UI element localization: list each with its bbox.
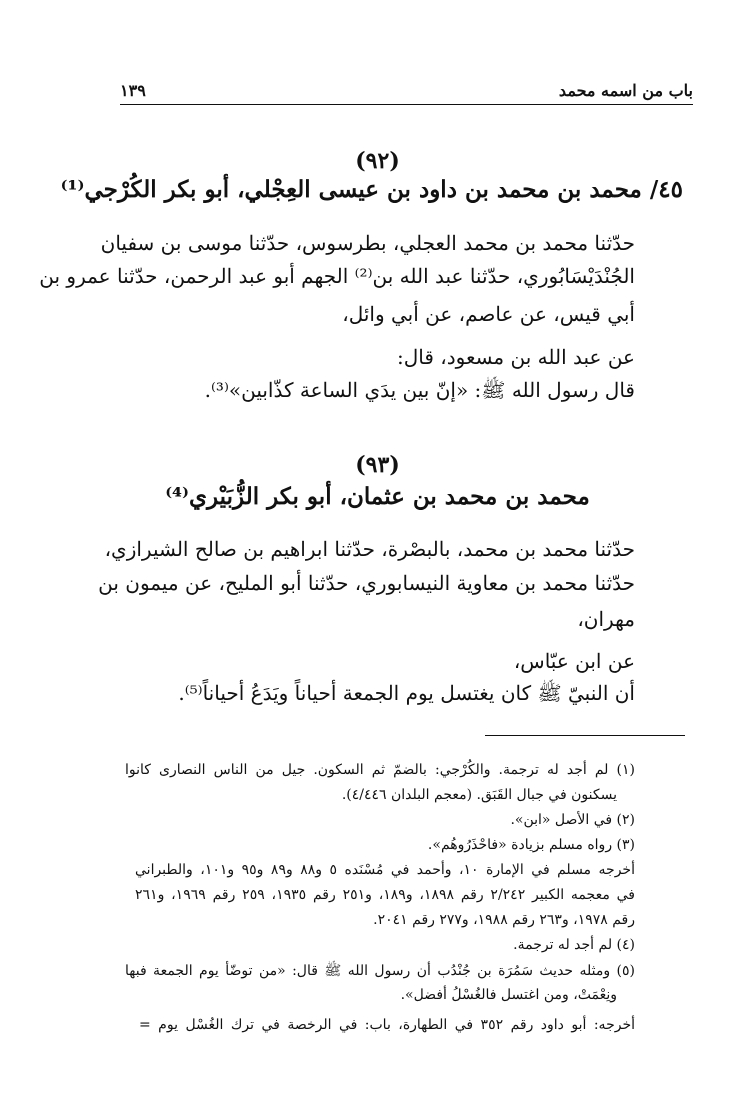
text-line: عن عبد الله بن مسعود، قال: xyxy=(396,345,635,369)
text-line: قال رسول الله ﷺ: «إنّ بين يدَي الساعة كذّابين»⁽³⁾. xyxy=(204,378,635,402)
section-title: باب من اسمه محمد xyxy=(558,80,693,100)
footnote-line: في معجمه الكبير ٢/٢٤٢ رقم ١٨٩٨، و١٨٩، و٢٥١ رقم ١٩٣٥، ٢٥٩ رقم ١٩٦٩، و٢٦١ xyxy=(135,887,636,903)
footnote-line: رقم ١٩٧٨، و٢٦٣ رقم ١٩٨٨، و٢٧٧ رقم ٢٠٤١. xyxy=(373,912,635,928)
footnote-line: ونِعْمَتْ، ومن اغتسل فالغُسْلُ أفضل». xyxy=(400,987,617,1003)
page-number: ١٣٩ xyxy=(120,80,146,100)
footnote-line: أخرجه: أبو داود رقم ٣٥٢ في الطهارة، باب: في الرخصة في ترك الغُسْل يوم = xyxy=(139,1017,635,1033)
footnote-line: (٢) في الأصل «ابن». xyxy=(510,812,635,828)
text-line: حدّثنا محمد بن محمد، بالبصْرة، حدّثنا ابراهيم بن صالح الشيرازي، xyxy=(104,537,635,561)
footnote-rule xyxy=(485,735,685,736)
entry-title: ٤٥/ محمد بن محمد بن داود بن عيسى العِجْلي، أبو بكر الكُرْجي⁽¹⁾ xyxy=(60,176,683,203)
footnote-line: (٥) ومثله حديث سَمُرَة بن جُنْدُب أن رسول الله ﷺ قال: «من توضّأ يوم الجمعة فبها xyxy=(125,963,635,979)
running-header xyxy=(120,78,693,102)
text-line: مهران، xyxy=(577,607,635,631)
footnote-line: أخرجه مسلم في الإمارة ١٠، وأحمد في مُسْنَده ٥ و٨٨ و٨٩ و٩٥ و١٠١، والطبراني xyxy=(135,862,635,878)
text-line: حدّثنا محمد بن معاوية النيسابوري، حدّثنا أبو المليح، عن ميمون بن xyxy=(98,571,635,595)
entry-number: (٩٣) xyxy=(355,452,400,478)
footnote-line: (٣) رواه مسلم بزيادة «فاحْذَرُوهُم». xyxy=(427,837,635,853)
footnote-line: (٤) لم أجد له ترجمة. xyxy=(513,937,635,953)
header-rule xyxy=(120,104,693,105)
text-line: عن ابن عبّاس، xyxy=(513,649,635,673)
text-line: حدّثنا محمد بن محمد العجلي، بطرسوس، حدّثنا موسى بن سفيان xyxy=(100,231,635,255)
footnote-line: (١) لم أجد له ترجمة. والكُرْجي: بالضمّ ثم السكون. جيل من الناس النصارى كانوا xyxy=(125,762,635,778)
text-line: أن النبيّ ﷺ كان يغتسل يوم الجمعة أحياناً ويَدَعُ أحياناً⁽⁵⁾. xyxy=(178,681,635,705)
entry-title: محمد بن محمد بن عثمان، أبو بكر الزُّبَيْري⁽⁴⁾ xyxy=(165,483,590,510)
footnote-line: يسكنون في جبال القَبَق. (معجم البلدان ٤/٤٤٦). xyxy=(341,787,617,803)
text-line: أبي قيس، عن عاصم، عن أبي وائل، xyxy=(342,302,635,326)
text-line: الجُنْدَيْسَابُوري، حدّثنا عبد الله بن⁽²⁾ الجهم أبو عبد الرحمن، حدّثنا عمرو بن xyxy=(39,264,635,288)
entry-number: (٩٢) xyxy=(355,148,400,174)
